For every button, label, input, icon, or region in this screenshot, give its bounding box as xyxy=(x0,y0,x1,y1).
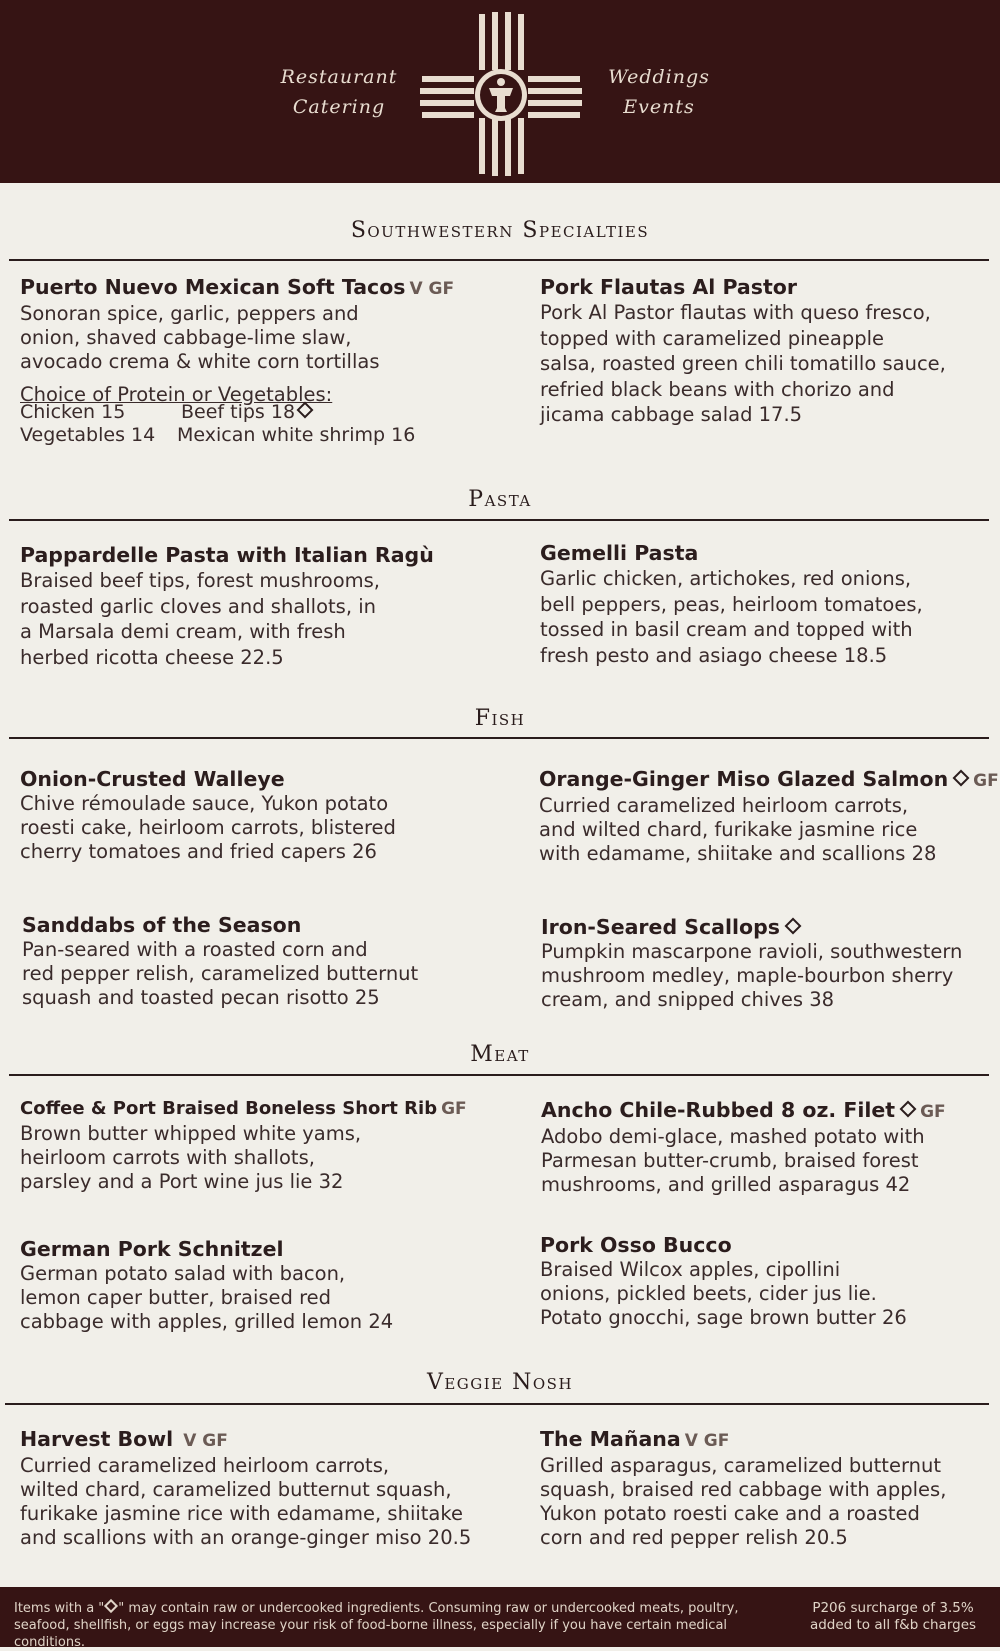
option-chicken: Chicken 15 xyxy=(20,401,126,423)
menu-item-scallops xyxy=(541,914,996,1012)
item-name: Pork Osso Bucco xyxy=(540,1233,732,1257)
item-name: Harvest Bowl xyxy=(20,1427,174,1451)
footer-banner xyxy=(0,1587,1000,1650)
raw-warning-diamond-icon xyxy=(785,918,802,935)
raw-warning-diamond-icon xyxy=(900,1101,917,1118)
dietary-tag: V GF xyxy=(183,1431,228,1451)
item-description: Pork Al Pastor flautas with queso fresco, topped with caramelized pineapple salsa, roasted green chili tomatillo sauce, refried black beans with chorizo and jicama cabbage salad 17.5 xyxy=(540,301,946,426)
item-description: Brown butter whipped white yams, heirloom carrots with shallots, parsley and a Port wine jus lie 32 xyxy=(20,1122,362,1193)
header-right-text xyxy=(598,62,720,122)
choice-label: Choice of Protein or Vegetables: xyxy=(20,383,333,406)
menu-item-pork-flautas xyxy=(540,274,990,428)
raw-food-warning: Items with a " " may contain raw or undercooked ingredients. Consuming raw or undercooked meats, poultry, seafood, shellfish, or eggs may increase your risk of food-borne illness, especially if you have certain medical conditions. xyxy=(14,1600,774,1651)
option-shrimp: Mexican white shrimp 16 xyxy=(177,424,416,446)
header-restaurant: Restaurant xyxy=(280,66,398,88)
dietary-tag: V GF xyxy=(409,279,455,299)
raw-warning-diamond-icon xyxy=(297,402,314,419)
section-divider xyxy=(9,1074,989,1076)
item-name: Iron-Seared Scallops xyxy=(541,915,781,939)
menu-item-harvest-bowl xyxy=(20,1426,510,1550)
item-description: Chive rémoulade sauce, Yukon potato roesti cake, heirloom carrots, blistered cherry tomatoes and fried capers 26 xyxy=(20,792,396,863)
header-catering: Catering xyxy=(292,96,386,118)
section-divider xyxy=(9,519,989,521)
raw-warning-diamond-icon xyxy=(104,1599,118,1613)
menu-item-puerto-nuevo-tacos xyxy=(20,274,490,408)
item-description: Sonoran spice, garlic, peppers and onion, shaved cabbage-lime slaw, avocado crema & white corn tortillas xyxy=(20,302,380,373)
section-title-southwestern: Southwestern Specialties xyxy=(350,218,650,243)
item-name: German Pork Schnitzel xyxy=(20,1237,284,1261)
item-name: Coffee & Port Braised Boneless Short Rib xyxy=(20,1098,438,1119)
menu-item-sanddabs xyxy=(22,912,492,1010)
menu-item-schnitzel xyxy=(20,1236,490,1334)
section-title-fish: Fish xyxy=(474,706,526,731)
section-divider xyxy=(9,259,989,261)
item-description: Garlic chicken, artichokes, red onions, bell peppers, peas, heirloom tomatoes, tossed in basil cream and topped with fresh pesto and asiago cheese 18.5 xyxy=(540,567,923,667)
menu-item-filet xyxy=(541,1097,996,1197)
section-title-meat: Meat xyxy=(470,1042,530,1067)
header-events: Events xyxy=(623,96,695,118)
item-description: Braised beef tips, forest mushrooms, roasted garlic cloves and shallots, in a Marsala demi cream, with fresh herbed ricotta cheese 22.5 xyxy=(20,569,380,669)
item-description: Pumpkin mascarpone ravioli, southwestern mushroom medley, maple-bourbon sherry cream, and snipped chives 38 xyxy=(541,940,963,1011)
item-description: German potato salad with bacon, lemon caper butter, braised red cabbage with apples, grilled lemon 24 xyxy=(20,1262,394,1333)
menu-item-osso-bucco xyxy=(540,1232,995,1330)
section-title-pasta: Pasta xyxy=(468,487,532,512)
dietary-tag: V GF xyxy=(684,1431,730,1451)
menu-item-the-manana xyxy=(540,1426,995,1550)
section-divider xyxy=(5,1403,989,1405)
raw-warning-diamond-icon xyxy=(953,770,970,787)
item-name: The Mañana xyxy=(540,1427,681,1451)
item-name: Puerto Nuevo Mexican Soft Tacos xyxy=(20,275,406,299)
item-name: Sanddabs of the Season xyxy=(22,913,302,937)
menu-item-short-rib xyxy=(20,1096,500,1194)
item-description: Braised Wilcox apples, cipollini onions, pickled beets, cider jus lie. Potato gnocchi, sage brown butter 26 xyxy=(540,1258,907,1329)
menu-item-salmon xyxy=(539,766,999,866)
item-name: Ancho Chile-Rubbed 8 oz. Filet xyxy=(541,1098,896,1122)
section-divider xyxy=(9,737,989,739)
item-description: Adobo demi-glace, mashed potato with Parmesan butter-crumb, braised forest mushrooms, and grilled asparagus 42 xyxy=(541,1125,925,1196)
item-name: Orange-Ginger Miso Glazed Salmon xyxy=(539,767,949,791)
item-name: Onion-Crusted Walleye xyxy=(20,767,285,791)
item-description: Pan-seared with a roasted corn and red pepper relish, caramelized butternut squash and toasted pecan risotto 25 xyxy=(22,938,419,1009)
section-title-veggie-nosh: Veggie Nosh xyxy=(426,1370,574,1395)
item-description: Curried caramelized heirloom carrots, and wilted chard, furikake jasmine rice with edamame, shiitake and scallions 28 xyxy=(539,794,937,865)
menu-item-gemelli xyxy=(540,540,990,668)
item-name: Pork Flautas Al Pastor xyxy=(540,275,797,299)
item-description: Curried caramelized heirloom carrots, wilted chard, caramelized butternut squash, furikake jasmine rice with edamame, shiitake and scallions with an orange-ginger miso 20.5 xyxy=(20,1454,472,1549)
item-name: Pappardelle Pasta with Italian Ragù xyxy=(20,543,434,567)
dietary-tag: GF xyxy=(920,1102,946,1122)
surcharge-note: P206 surcharge of 3.5% added to all f&b charges xyxy=(809,1600,977,1633)
zia-thunderbird-logo-icon xyxy=(420,12,582,176)
item-description: Grilled asparagus, caramelized butternut squash, braised red cabbage with apples, Yukon potato roesti cake and a roasted corn and red pepper relish 20.5 xyxy=(540,1454,947,1549)
header-banner xyxy=(0,0,1000,183)
option-beef-tips: Beef tips 18 xyxy=(181,401,313,423)
option-vegetables: Vegetables 14 xyxy=(20,424,156,446)
dietary-tag: GF xyxy=(973,771,999,791)
header-left-text xyxy=(268,62,410,122)
header-weddings: Weddings xyxy=(608,66,710,88)
menu-item-walleye xyxy=(20,766,490,864)
dietary-tag: GF xyxy=(441,1099,467,1119)
menu-item-pappardelle xyxy=(20,542,490,670)
item-name: Gemelli Pasta xyxy=(540,541,699,565)
